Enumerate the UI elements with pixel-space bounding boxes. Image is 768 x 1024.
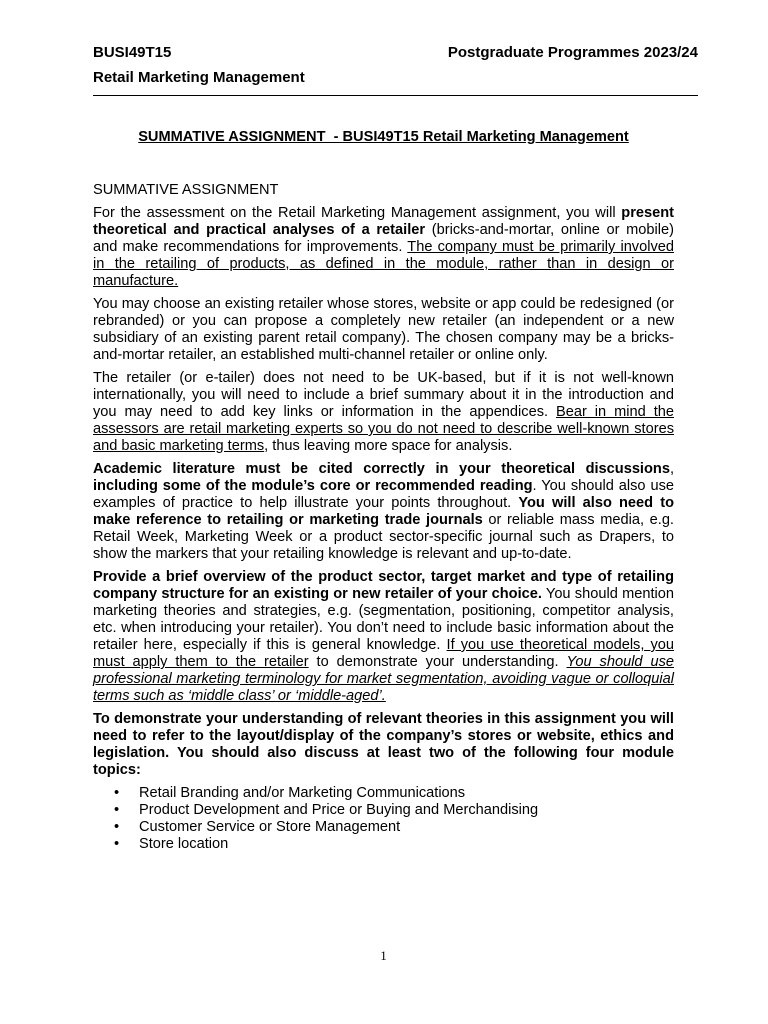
bullet-icon: • (114, 836, 120, 852)
text-run: . You should also use examples of practice to help illustrate your points throughout. (93, 478, 674, 511)
text-run: (bricks-and-mortar, online or mobile) and make recommendations for improvements. (93, 222, 674, 255)
paragraph-retailer-location (93, 370, 674, 455)
underlined-text: If you use theoretical models, you must apply them to the retailer (93, 637, 675, 670)
bold-text: Academic literature must be cited correctly in your theoretical discussions (93, 461, 670, 477)
section-heading: SUMMATIVE ASSIGNMENT (93, 182, 279, 198)
list-item (93, 836, 674, 853)
module-code: BUSI49T15 (93, 44, 172, 61)
topic-list (93, 785, 674, 853)
list-item (93, 785, 674, 802)
text-run: or reliable mass media, e.g. Retail Week, Marketing Week or a product sector-specific journal such as Drapers, to show the markers that your retailing knowledge is relevant and up-to-date. (93, 512, 674, 562)
topic-label: Customer Service or Store Management (139, 819, 401, 835)
text-run: to demonstrate your understanding. (308, 654, 567, 670)
paragraph-assessment (93, 205, 674, 290)
underlined-text: The company must be primarily involved in the retailing of products, as defined in the module, rather than in design or manufacture. (93, 239, 674, 289)
list-item (93, 819, 674, 836)
topic-label: Retail Branding and/or Marketing Communications (139, 785, 466, 801)
page-header (93, 43, 698, 96)
italic-underlined-text: You should use professional marketing terminology for market segmentation, avoiding vague or colloquial terms such as ‘middle class’ or ‘middle-aged’. (93, 654, 675, 704)
bold-text: Provide a brief overview of the product sector, target market and type of retailing company structure for an existing or new retailer of your choice. (93, 569, 674, 602)
topic-label: Product Development and Price or Buying and Merchandising (139, 802, 539, 818)
text-run: The retailer (or e-tailer) does not need to be UK-based, but if it is not well-known internationally, you will need to include a brief summary about it in the introduction and you may need to add key links or information in the appendices. (93, 370, 674, 420)
list-item (93, 802, 674, 819)
page-number: 1 (380, 948, 387, 963)
text-run: , (669, 461, 674, 477)
text-run: , thus leaving more space for analysis. (264, 438, 513, 454)
bold-text: including some of the module’s core or recommended reading (93, 478, 533, 494)
bold-text: present theoretical and practical analyses of a retailer (93, 205, 674, 238)
text-run: You should mention marketing theories and strategies, e.g. (segmentation, positioning, competitor analysis, etc. when introducing your retailer). You don’t need to include basic information about the retailer here, especially if this is general knowledge. (93, 586, 674, 653)
paragraph-overview (93, 569, 674, 705)
text-run: For the assessment on the Retail Marketing Management assignment, you will (93, 205, 622, 221)
bullet-icon: • (114, 785, 120, 801)
module-title: Retail Marketing Management (93, 69, 305, 86)
document-page (93, 0, 698, 1024)
paragraph-academic-literature (93, 461, 674, 563)
topic-label: Store location (139, 836, 229, 852)
document-body (93, 182, 674, 853)
paragraph-retailer-choice: You may choose an existing retailer whose stores, website or app could be redesigned (or rebranded) or you can propose a completely new retailer (an independent or a new subsidiary of an existing parent retail company). The chosen company may be a bricks-and-mortar retailer, an established multi-channel retailer or online only. (93, 296, 674, 363)
bullet-icon: • (114, 802, 120, 818)
bullet-icon: • (114, 819, 120, 835)
underlined-text: Bear in mind the assessors are retail marketing experts so you do not need to describe well-known stores and basic marketing terms (93, 404, 674, 454)
programme-label: Postgraduate Programmes 2023/24 (447, 44, 698, 61)
document-title: SUMMATIVE ASSIGNMENT - BUSI49T15 Retail Marketing Management (138, 129, 629, 145)
bold-text: You will also need to make reference to retailing or marketing trade journals (93, 495, 674, 528)
paragraph-topics-intro: To demonstrate your understanding of relevant theories in this assignment you will need to refer to the layout/display of the company’s stores or website, ethics and legislation. You should also discuss at least two of the following four module topics: (93, 711, 674, 778)
